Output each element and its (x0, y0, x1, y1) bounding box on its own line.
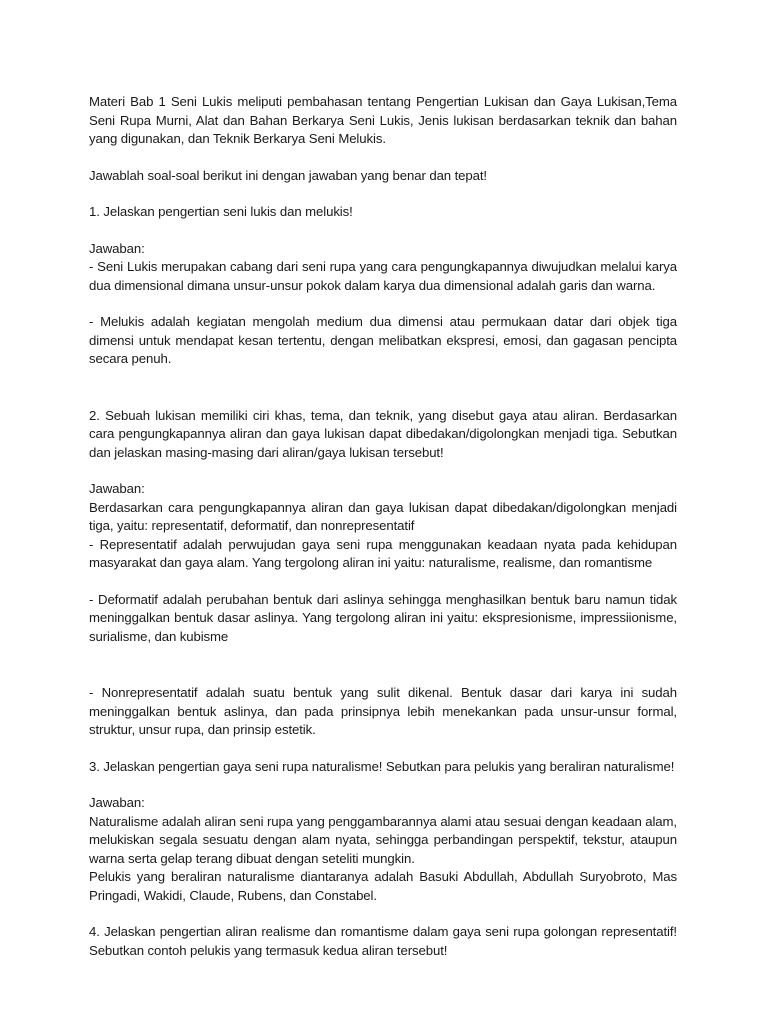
answer-2-representatif: - Representatif adalah perwujudan gaya seni rupa menggunakan keadaan nyata pada kehidupan masyarakat dan gaya alam. Yang tergolong aliran ini yaitu: naturalisme, realisme, dan romantisme (89, 536, 677, 570)
answer-2-nonrepresentatif: - Nonrepresentatif adalah suatu bentuk yang sulit dikenal. Bentuk dasar dari karya ini sudah meninggalkan bentuk aslinya, dan pada prinsipnya lebih menekankan pada unsur-unsur formal, struktur, unsur rupa, dan prinsip estetik. (89, 685, 677, 737)
answer-2-deformatif: - Deformatif adalah perubahan bentuk dari aslinya sehingga menghasilkan bentuk baru namun tidak meninggalkan bentuk dasar aslinya. Yang tergolong aliran ini yaitu: ekspresionisme, impressiionisme, surialisme, dan kubisme (89, 591, 677, 644)
instruction-text: Jawablah soal-soal berikut ini dengan jawaban yang benar dan tepat! (89, 167, 487, 183)
answer-2-intro: Berdasarkan cara pengungkapannya aliran dan gaya lukisan dapat dibedakan/digolongkan menjadi tiga, yaitu: representatif, deformatif, dan nonrepresentatif (89, 499, 677, 533)
answer-1-seni-lukis: - Seni Lukis merupakan cabang dari seni rupa yang cara pengungkapannya diwujudkan melalui karya dua dimensional dimana unsur-unsur pokok dalam karya dua dimensional adalah garis dan warna. (89, 259, 677, 293)
intro-paragraph: Materi Bab 1 Seni Lukis meliputi pembahasan tentang Pengertian Lukisan dan Gaya Lukisan,Tema Seni Rupa Murni, Alat dan Bahan Berkarya Seni Lukis, Jenis lukisan berdasarkan teknik dan bahan yang digunakan, dan Teknik Berkarya Seni Melukis. (89, 94, 677, 146)
answer-3-naturalisme: Naturalisme adalah aliran seni rupa yang penggambarannya alami atau sesuai dengan keadaan alam, melukiskan segala sesuatu dengan alam nyata, sehingga perbandingan perspektif, tekstur, ataupun warna serta gelap terang dibuat dengan seteliti mungkin. (89, 813, 677, 866)
question-1: 1. Jelaskan pengertian seni lukis dan melukis! (89, 204, 353, 219)
answer-1-label: Jawaban: (89, 240, 145, 256)
question-2: 2. Sebuah lukisan memiliki ciri khas, tema, dan teknik, yang disebut gaya atau aliran. Berdasarkan cara pengungkapannya aliran dan gaya lukisan dapat dibedakan/digolongkan menjadi tiga. Sebutkan dan jelaskan masing-masing dari aliran/gaya lukisan tersebut! (89, 407, 677, 460)
answer-2-label: Jawaban: (89, 481, 145, 496)
document-page (89, 93, 677, 960)
question-4: 4. Jelaskan pengertian aliran realisme dan romantisme dalam gaya seni rupa golongan representatif! Sebutkan contoh pelukis yang termasuk kedua aliran tersebut! (89, 924, 677, 958)
question-3: 3. Jelaskan pengertian gaya seni rupa naturalisme! Sebutkan para pelukis yang beraliran naturalisme! (89, 758, 675, 774)
answer-1-melukis: - Melukis adalah kegiatan mengolah medium dua dimensi atau permukaan datar dari objek tiga dimensi untuk mendapat kesan tertentu, dengan melibatkan ekspresi, emosi, dan gagasan pencipta secara penuh. (89, 314, 677, 366)
answer-3-pelukis: Pelukis yang beraliran naturalisme diantaranya adalah Basuki Abdullah, Abdullah Suryobroto, Mas Pringadi, Wakidi, Claude, Rubens, dan Constabel. (89, 869, 677, 903)
answer-3-label: Jawaban: (89, 795, 145, 810)
